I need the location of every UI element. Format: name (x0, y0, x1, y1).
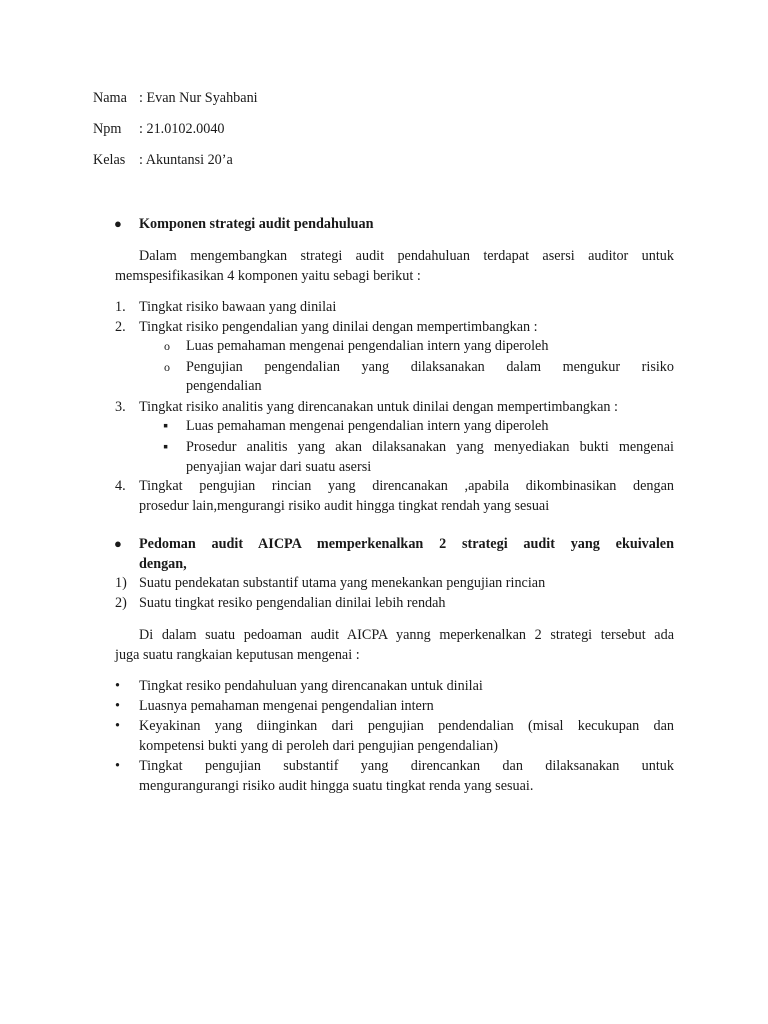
kelas-label: Kelas (93, 152, 126, 168)
section1-intro-line1: Dalam mengembangkan strategi audit pendahuluan terdapat asersi auditor untuk (139, 248, 674, 264)
list-item-continued: prosedur lain,mengurangi risiko audit hingga tingkat rendah yang sesuai (139, 498, 550, 514)
npm-value: : 21.0102.0040 (139, 121, 225, 137)
bullet-item: Tingkat pengujian substantif yang direncankan dan dilaksanakan untuk (139, 758, 674, 774)
sub-item-marker: ▪ (163, 418, 169, 434)
name-value: : Evan Nur Syahbani (139, 90, 258, 106)
bullet-marker: • (115, 698, 120, 714)
bullet-marker: • (115, 758, 120, 774)
bullet-item: Tingkat resiko pendahuluan yang direncanakan untuk dinilai (139, 678, 483, 694)
list-item-number: 1) (115, 575, 127, 591)
section1-intro-line2: memspesifikasikan 4 komponen yaitu sebagi berikut : (115, 268, 421, 284)
section2-para-line2: juga suatu rangkaian keputusan mengenai : (115, 647, 360, 663)
npm-label: Npm (93, 121, 122, 137)
list-item-number: 1. (115, 299, 126, 315)
list-item: Tingkat pengujian rincian yang direncanakan ,apabila dikombinasikan dengan (139, 478, 674, 494)
list-item-number: 4. (115, 478, 126, 494)
list-item-number: 3. (115, 399, 126, 415)
sub-item-continued: penyajian wajar dari suatu asersi (186, 459, 372, 475)
list-item: Tingkat risiko analitis yang direncanakan untuk dinilai dengan mempertimbangkan : (139, 399, 618, 415)
section1-bullet: ● (114, 216, 122, 231)
list-item: Suatu pendekatan substantif utama yang menekankan pengujian rincian (139, 575, 546, 591)
section2-title-line1: Pedoman audit AICPA memperkenalkan 2 strategi audit yang ekuivalen (139, 536, 674, 552)
npm-row (93, 119, 225, 139)
bullet-item-continued: kompetensi bukti yang di peroleh dari pengujian pengendalian) (139, 738, 498, 754)
name-label: Nama (93, 90, 127, 106)
bullet-marker: • (115, 718, 120, 734)
sub-item: Luas pemahaman mengenai pengendalian intern yang diperoleh (186, 338, 549, 354)
list-item: Tingkat risiko bawaan yang dinilai (139, 299, 337, 315)
section1-title: Komponen strategi audit pendahuluan (139, 216, 374, 232)
sub-item: Prosedur analitis yang akan dilaksanakan yang menyediakan bukti mengenai (186, 439, 674, 455)
section2-para-line1: Di dalam suatu pedoaman audit AICPA yanng meperkenalkan 2 strategi tersebut ada (139, 627, 674, 643)
sub-item-marker: o (164, 339, 170, 353)
name-row (93, 88, 258, 108)
sub-item-marker: o (164, 360, 170, 374)
list-item: Suatu tingkat resiko pengendalian dinilai lebih rendah (139, 595, 446, 611)
sub-item: Luas pemahaman mengenai pengendalian intern yang diperoleh (186, 418, 549, 434)
bullet-item: Luasnya pemahaman mengenai pengendalian intern (139, 698, 434, 714)
sub-item: Pengujian pengendalian yang dilaksanakan dalam mengukur risiko (186, 359, 674, 375)
kelas-value: : Akuntansi 20’a (139, 152, 233, 168)
section2-title-line2: dengan, (139, 556, 187, 572)
section2-bullet: ● (114, 536, 122, 551)
sub-item-continued: pengendalian (186, 378, 262, 394)
list-item-number: 2. (115, 319, 126, 335)
bullet-item: Keyakinan yang diinginkan dari pengujian pendendalian (misal kecukupan dan (139, 718, 674, 734)
bullet-marker: • (115, 678, 120, 694)
bullet-item-continued: mengurangurangi risiko audit hingga suatu tingkat renda yang sesuai. (139, 778, 534, 794)
kelas-row (93, 150, 233, 170)
sub-item-marker: ▪ (163, 439, 169, 455)
list-item: Tingkat risiko pengendalian yang dinilai dengan mempertimbangkan : (139, 319, 538, 335)
list-item-number: 2) (115, 595, 127, 611)
